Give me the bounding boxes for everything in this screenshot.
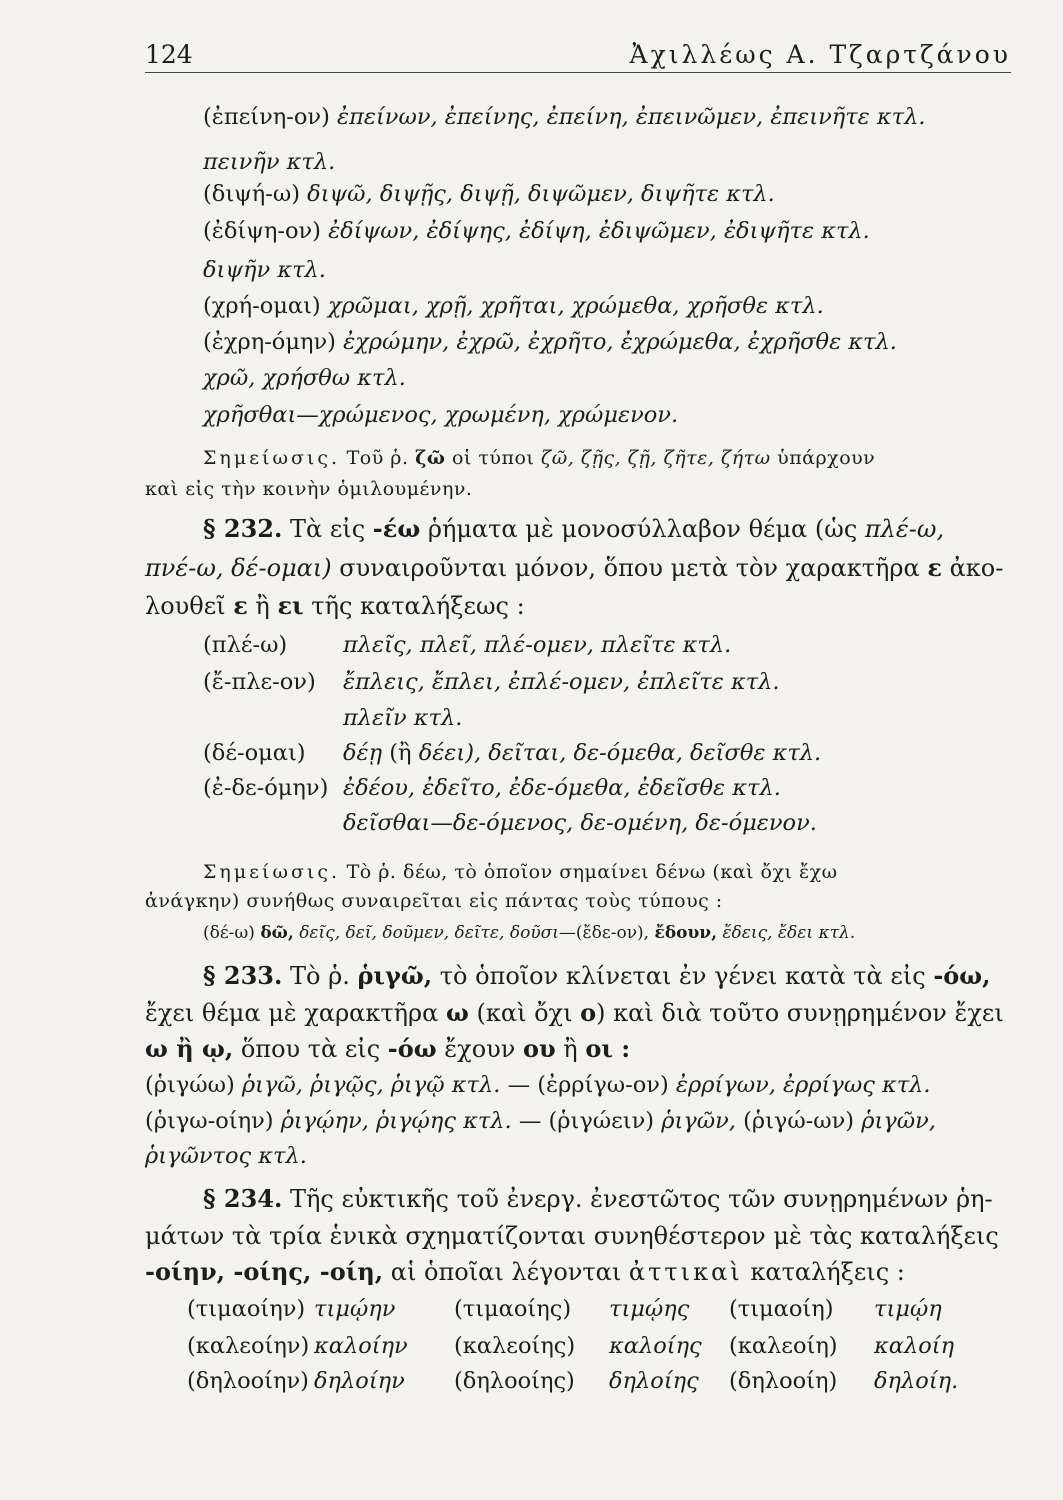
- note-line: καὶ εἰς τὴν κοινὴν ὁμιλουμένην.: [145, 478, 473, 500]
- text-line: λουθεῖ ε ἢ ει τῆς καταλήξεως :: [145, 591, 525, 620]
- text-line: δεῖσθαι—δε-όμενος, δε-ομένη, δε-όμενον.: [343, 810, 817, 836]
- text-line: μάτων τὰ τρία ἑνικὰ σχηματίζονται συνηθέστερον μὲ τὰς καταλήξεις: [145, 1222, 999, 1250]
- text-line: (ῥιγω-οίην) ῥιγῴην, ῥιγῴης κτλ. — (ῥιγώειν) ῥιγῶν, (ῥιγώ-ων) ῥιγῶν,: [145, 1108, 936, 1134]
- text-line: (ἐ-δε-όμην) ἐδέου, ἐδεῖτο, ἐδε-όμεθα, ἐδεῖσθε κτλ.: [203, 775, 781, 801]
- text-line: ω ἢ ῳ, ὅπου τὰ εἰς -όω ἔχουν ου ἢ οι :: [145, 1034, 631, 1063]
- table-row: (δηλοοίην) δηλοίην (δηλοοίης) δηλοίης (δηλοοίη) δηλοίη.: [187, 1368, 959, 1394]
- note-line: Σημείωσις. Τὸ ῥ. δέω, τὸ ὁποῖον σημαίνει δένω (καὶ ὄχι ἔχω: [203, 861, 838, 883]
- table-row: (τιμαοίην) τιμῴην (τιμαοίης) τιμῴης (τιμαοίη) τιμῴη: [187, 1296, 942, 1322]
- table-row: (καλεοίην) καλοίην (καλεοίης) καλοίης (καλεοίη) καλοίη: [187, 1333, 955, 1359]
- text-line: (δέ-ομαι) δέῃ (ἢ δέει), δεῖται, δε-όμεθα, δεῖσθε κτλ.: [203, 740, 822, 766]
- text-line: (πλέ-ω) πλεῖς, πλεῖ, πλέ-ομεν, πλεῖτε κτλ.: [203, 632, 732, 658]
- note-line: Σημείωσις. Τοῦ ῥ. ζῶ οἱ τύποι ζῶ, ζῇς, ζῇ, ζῆτε, ζήτω ὑπάρχουν: [203, 447, 876, 469]
- header-rule: [145, 72, 1011, 73]
- text-line: ἔχει θέμα μὲ χαρακτῆρα ω (καὶ ὄχι ο) καὶ διὰ τοῦτο συνῃρημένον ἔχει: [145, 998, 1004, 1027]
- text-line: (χρή-ομαι) χρῶμαι, χρῇ, χρῆται, χρώμεθα, χρῆσθε κτλ.: [203, 293, 824, 319]
- text-line: (ἐδίψη-ον) ἐδίψων, ἐδίψης, ἐδίψη, ἐδιψῶμεν, ἐδιψῆτε κτλ.: [203, 218, 870, 244]
- section-233-heading: § 233. Τὸ ῥ. ῥιγῶ, τὸ ὁποῖον κλίνεται ἐν γένει κατὰ τὰ εἰς -όω,: [203, 961, 991, 990]
- text-line: πλεῖν κτλ.: [343, 705, 463, 731]
- text-line: πνέ-ω, δέ-ομαι) συναιροῦνται μόνον, ὅπου μετὰ τὸν χαρακτῆρα ε ἀκο-: [145, 553, 1004, 582]
- text-line: (ἔ-πλε-ον) ἔπλεις, ἔπλει, ἐπλέ-ομεν, ἐπλεῖτε κτλ.: [203, 669, 780, 695]
- text-line: διψῆν κτλ.: [203, 257, 326, 283]
- note-line: ἀνάγκην) συνήθως συναιρεῖται εἰς πάντας τοὺς τύπους :: [145, 890, 723, 912]
- note-line: (δέ-ω) δῶ, δεῖς, δεῖ, δοῦμεν, δεῖτε, δοῦσι—(ἔδε-ον), ἔδουν, ἔδεις, ἔδει κτλ.: [203, 923, 856, 943]
- text-line: (ῥιγώω) ῥιγῶ, ῥιγῷς, ῥιγῷ κτλ. — (ἐρρίγω-ον) ἐρρίγων, ἐρρίγως κτλ.: [145, 1072, 931, 1098]
- page-number: 124: [145, 40, 193, 69]
- text-line: -οίην, -οίης, -οίη, αἱ ὁποῖαι λέγονται ἀττικαὶ καταλήξεις :: [145, 1257, 905, 1286]
- text-line: χρῶ, χρήσθω κτλ.: [203, 365, 406, 391]
- running-header: [145, 40, 1011, 74]
- text-line: πεινῆν κτλ.: [203, 149, 336, 175]
- text-line: ῥιγῶντος κτλ.: [145, 1143, 307, 1169]
- text-line: (ἐχρη-όμην) ἐχρώμην, ἐχρῶ, ἐχρῆτο, ἐχρώμεθα, ἐχρῆσθε κτλ.: [203, 329, 897, 355]
- text-line: (ἐπείνη-ον) ἐπείνων, ἐπείνης, ἐπείνη, ἐπεινῶμεν, ἐπεινῆτε κτλ.: [203, 104, 926, 130]
- text-line: χρῆσθαι—χρώμενος, χρωμένη, χρώμενον.: [203, 402, 679, 428]
- running-title: Ἀχιλλέως Α. Τζαρτζάνου: [629, 40, 1011, 69]
- section-232-heading: § 232. Τὰ εἰς -έω ῥήματα μὲ μονοσύλλαβον θέμα (ὡς πλέ-ω,: [203, 514, 945, 543]
- text-line: (διψή-ω) διψῶ, διψῇς, διψῇ, διψῶμεν, διψῆτε κτλ.: [203, 181, 775, 207]
- section-234-heading: § 234. Τῆς εὐκτικῆς τοῦ ἐνεργ. ἐνεστῶτος τῶν συνῃρημένων ῥη-: [203, 1184, 993, 1213]
